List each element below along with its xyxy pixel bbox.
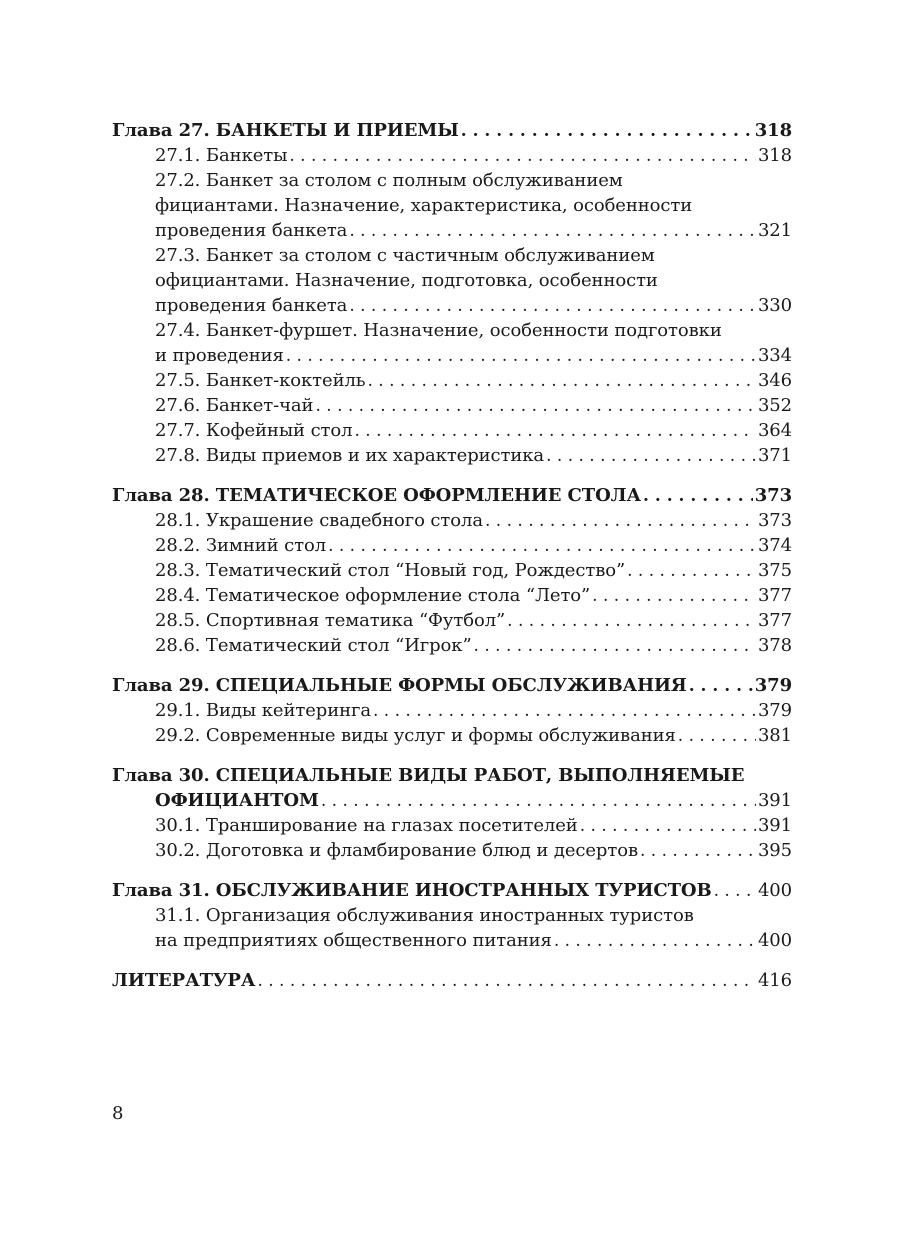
dot-leader	[580, 814, 756, 838]
toc-entry-28-1[interactable]	[112, 508, 792, 533]
page-ref: 379	[757, 700, 792, 721]
toc-entry-27-3-line[interactable]	[112, 268, 792, 293]
dot-leader	[328, 534, 756, 558]
toc-entry-27-7[interactable]	[112, 418, 792, 443]
page-ref: 374	[757, 535, 792, 556]
page-ref: 400	[757, 930, 792, 951]
entry-title: 27.6. Банкет-чай	[155, 395, 314, 416]
entry-title: 27.1. Банкеты	[155, 145, 288, 166]
section-gap	[112, 468, 792, 483]
entry-title: 31.1. Организация обслуживания иностранных туристов	[155, 905, 694, 926]
page-ref: 371	[757, 445, 792, 466]
toc-entry-27-3[interactable]	[112, 293, 792, 318]
toc-entry-27-8[interactable]	[112, 443, 792, 468]
toc-chapter-31[interactable]	[112, 878, 792, 903]
dot-leader	[640, 839, 756, 863]
dot-leader	[507, 609, 756, 633]
chapter-title: Глава 31. ОБСЛУЖИВАНИЕ ИНОСТРАННЫХ ТУРИСТОВ	[112, 880, 712, 901]
chapter-title: Глава 30. СПЕЦИАЛЬНЫЕ ВИДЫ РАБОТ, ВЫПОЛНЯЕМЫЕ	[112, 765, 745, 786]
page-ref: 321	[757, 220, 792, 241]
dot-leader	[678, 724, 756, 748]
section-gap	[112, 953, 792, 968]
toc-chapter-30[interactable]	[112, 788, 792, 813]
chapter-title: Глава 28. ТЕМАТИЧЕСКОЕ ОФОРМЛЕНИЕ СТОЛА	[112, 485, 642, 506]
entry-title: 27.2. Банкет за столом с полным обслуживанием	[155, 170, 623, 191]
toc-entry-31-1[interactable]	[112, 928, 792, 953]
toc-entry-28-5[interactable]	[112, 608, 792, 633]
dot-leader	[289, 144, 756, 168]
page-ref: 330	[757, 295, 792, 316]
toc-entry-27-2-line[interactable]	[112, 168, 792, 193]
page-ref: 318	[754, 120, 792, 141]
page-number: 8	[112, 1103, 124, 1124]
entry-title: 29.1. Виды кейтеринга	[155, 700, 371, 721]
dot-leader	[349, 294, 756, 318]
dot-leader	[643, 484, 753, 508]
dot-leader	[461, 119, 753, 143]
toc-entry-27-1[interactable]	[112, 143, 792, 168]
page-ref: 391	[757, 790, 792, 811]
toc-chapter-30-line[interactable]	[112, 763, 792, 788]
page-ref: 400	[757, 880, 792, 901]
page-ref: 375	[757, 560, 792, 581]
toc-chapter-27[interactable]	[112, 118, 792, 143]
toc-entry-27-2[interactable]	[112, 218, 792, 243]
page-ref: 373	[757, 510, 792, 531]
page-ref: 416	[757, 970, 792, 991]
page-ref: 346	[757, 370, 792, 391]
entry-title: официантами. Назначение, подготовка, особенности	[155, 270, 658, 291]
page-ref: 391	[757, 815, 792, 836]
toc-entry-30-2[interactable]	[112, 838, 792, 863]
dot-leader	[554, 929, 756, 953]
entry-title: 27.8. Виды приемов и их характеристика	[155, 445, 545, 466]
dot-leader	[354, 419, 755, 443]
toc-entry-30-1[interactable]	[112, 813, 792, 838]
chapter-title: Глава 29. СПЕЦИАЛЬНЫЕ ФОРМЫ ОБСЛУЖИВАНИЯ	[112, 675, 687, 696]
page-ref: 318	[757, 145, 792, 166]
toc-chapter-28[interactable]	[112, 483, 792, 508]
entry-title: 27.3. Банкет за столом с частичным обслуживанием	[155, 245, 655, 266]
entry-title: 27.7. Кофейный стол	[155, 420, 353, 441]
chapter-title: ЛИТЕРАТУРА	[112, 970, 256, 991]
dot-leader	[257, 969, 756, 993]
page-ref: 364	[757, 420, 792, 441]
section-gap	[112, 748, 792, 763]
entry-title: 28.5. Спортивная тематика “Футбол”	[155, 610, 506, 631]
dot-leader	[349, 219, 756, 243]
dot-leader	[689, 674, 753, 698]
entry-title: и проведения	[155, 345, 284, 366]
entry-title: 27.4. Банкет-фуршет. Назначение, особенности подготовки	[155, 320, 722, 341]
entry-title: на предприятиях общественного питания	[155, 930, 552, 951]
dot-leader	[485, 509, 756, 533]
toc-entry-27-2-line[interactable]	[112, 193, 792, 218]
page-ref: 373	[754, 485, 792, 506]
toc-entry-27-6[interactable]	[112, 393, 792, 418]
dot-leader	[286, 344, 756, 368]
toc-entry-28-6[interactable]	[112, 633, 792, 658]
dot-leader	[714, 879, 756, 903]
chapter-title: ОФИЦИАНТОМ	[155, 790, 319, 811]
entry-title: 29.2. Современные виды услуг и формы обслуживания	[155, 725, 676, 746]
toc-entry-28-4[interactable]	[112, 583, 792, 608]
entry-title: 28.3. Тематический стол “Новый год, Рождество”	[155, 560, 626, 581]
page-ref: 352	[757, 395, 792, 416]
dot-leader	[546, 444, 756, 468]
toc-entry-27-3-line[interactable]	[112, 243, 792, 268]
page-ref: 395	[757, 840, 792, 861]
page-ref: 377	[757, 585, 792, 606]
entry-title: 28.4. Тематическое оформление стола “Лето”	[155, 585, 591, 606]
page-ref: 381	[757, 725, 792, 746]
entry-title: 28.2. Зимний стол	[155, 535, 327, 556]
dot-leader	[315, 394, 755, 418]
page-ref: 377	[757, 610, 792, 631]
dot-leader	[474, 634, 756, 658]
toc-entry-27-4[interactable]	[112, 343, 792, 368]
page-ref: 378	[757, 635, 792, 656]
entry-title: 30.2. Доготовка и фламбирование блюд и десертов	[155, 840, 638, 861]
dot-leader	[627, 559, 756, 583]
chapter-title: Глава 27. БАНКЕТЫ И ПРИЕМЫ	[112, 120, 459, 141]
page-ref: 334	[757, 345, 792, 366]
toc-entry-29-1[interactable]	[112, 698, 792, 723]
section-gap	[112, 863, 792, 878]
section-gap	[112, 658, 792, 673]
table-of-contents	[112, 118, 792, 993]
toc-entry-28-2[interactable]	[112, 533, 792, 558]
toc-entry-28-3[interactable]	[112, 558, 792, 583]
entry-title: фициантами. Назначение, характеристика, особенности	[155, 195, 693, 216]
entry-title: 28.1. Украшение свадебного стола	[155, 510, 483, 531]
dot-leader	[373, 699, 756, 723]
toc-chapter-29[interactable]	[112, 673, 792, 698]
toc-entry-27-5[interactable]	[112, 368, 792, 393]
entry-title: проведения банкета	[155, 295, 348, 316]
dot-leader	[368, 369, 756, 393]
toc-entry-29-2[interactable]	[112, 723, 792, 748]
entry-title: 30.1. Транширование на глазах посетителей	[155, 815, 578, 836]
dot-leader	[321, 789, 756, 813]
page-ref: 379	[754, 675, 792, 696]
entry-title: 27.5. Банкет-коктейль	[155, 370, 366, 391]
toc-entry-31-1-line[interactable]	[112, 903, 792, 928]
toc-literature[interactable]	[112, 968, 792, 993]
entry-title: проведения банкета	[155, 220, 348, 241]
toc-entry-27-4-line[interactable]	[112, 318, 792, 343]
entry-title: 28.6. Тематический стол “Игрок”	[155, 635, 472, 656]
dot-leader	[592, 584, 756, 608]
